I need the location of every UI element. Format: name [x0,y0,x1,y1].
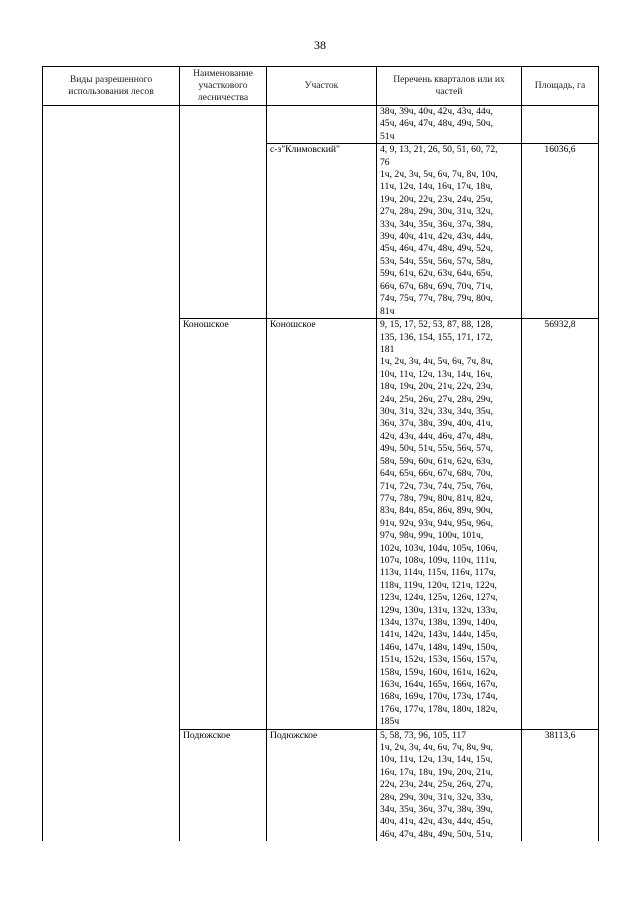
quarters-text: 5, 58, 73, 96, 105, 117 1ч, 2ч, 3ч, 4ч, 6ч, 7ч, 8ч, 9ч, 10ч, 11ч, 12ч, 13ч, 14ч, 15ч, 16ч, 17ч, 18ч, 19ч, 20ч, 21ч, 22ч, 23ч, 24ч, 25ч, 26ч, 27ч, 28ч, 29ч, 30ч, 31ч, 32ч, 33ч, 34ч, 35ч, 36ч, 37ч, 38ч, 39ч, 40ч, 41ч, 42ч, 43ч, 44ч, 45ч, 46ч, 47ч, 48ч, 49ч, 50ч, 51ч, [380,729,493,840]
area-cell: 38113,6 [522,729,599,841]
area-cell: 56932,8 [522,319,599,729]
area-cell [522,106,599,144]
site-cell [267,106,377,144]
site-cell: Подюжское [267,729,377,841]
header-area: Площадь, га [522,67,599,106]
forestry-cell [180,106,267,319]
table-row [43,106,599,144]
forest-use-table [42,66,599,841]
header-site: Участок [267,67,377,106]
header-use-type: Виды разрешенного использования лесов [43,67,180,106]
area-cell: 16036,6 [522,144,599,319]
site-cell: Коношское [267,319,377,729]
quarters-cell [377,106,522,144]
quarters-text: 4, 9, 13, 21, 26, 50, 51, 60, 72, 76 1ч, 2ч, 3ч, 5ч, 6ч, 7ч, 8ч, 10ч, 11ч, 12ч, 14ч, 16ч, 17ч, 18ч, 19ч, 20ч, 22ч, 23ч, 24ч, 25ч, 27ч, 28ч, 29ч, 30ч, 31ч, 32ч, 33ч, 34ч, 35ч, 36ч, 37ч, 38ч, 39ч, 40ч, 41ч, 42ч, 43ч, 44ч, 45ч, 46ч, 47ч, 48ч, 49ч, 52ч, 53ч, 54ч, 55ч, 56ч, 57ч, 58ч, 59ч, 61ч, 62ч, 63ч, 64ч, 65ч, 66ч, 67ч, 68ч, 69ч, 70ч, 71ч, 74ч, 75ч, 77ч, 78ч, 79ч, 80ч, 81ч [380,144,498,317]
forestry-cell: Коношское [180,319,267,729]
page-number: 38 [314,38,326,52]
quarters-cell [377,319,522,729]
table-header-row [43,67,599,106]
use-type-cell [43,106,180,842]
quarters-cell [377,144,522,319]
header-forestry: Наименование участкового лесничества [180,67,267,106]
quarters-text: 38ч, 39ч, 40ч, 42ч, 43ч, 44ч, 45ч, 46ч, 47ч, 48ч, 49ч, 50ч, 51ч [380,106,493,142]
site-cell: с-з"Климовский" [267,144,377,319]
quarters-text: 9, 15, 17, 52, 53, 87, 88, 128, 135, 136, 154, 155, 171, 172, 181 1ч, 2ч, 3ч, 4ч, 5ч, 6ч, 7ч, 8ч, 10ч, 11ч, 12ч, 13ч, 14ч, 16ч, 18ч, 19ч, 20ч, 21ч, 22ч, 23ч, 24ч, 25ч, 26ч, 27ч, 28ч, 29ч, 30ч, 31ч, 32ч, 33ч, 34ч, 35ч, 36ч, 37ч, 38ч, 39ч, 40ч, 41ч, 42ч, 43ч, 44ч, 46ч, 47ч, 48ч, 49ч, 50ч, 51ч, 55ч, 56ч, 57ч, 58ч, 59ч, 60ч, 61ч, 62ч, 63ч, 64ч, 65ч, 66ч, 67ч, 68ч, 70ч, 71ч, 72ч, 73ч, 74ч, 75ч, 76ч, 77ч, 78ч, 79ч, 80ч, 81ч, 82ч, 83ч, 84ч, 85ч, 86ч, 89ч, 90ч, 91ч, 92ч, 93ч, 94ч, 95ч, 96ч, 97ч, 98ч, 99ч, 100ч, 101ч, 102ч, 103ч, 104ч, 105ч, 106ч, 107ч, 108ч, 109ч, 110ч, 111ч, 113ч, 114ч, 115ч, 116ч, 117ч, 118ч, 119ч, 120ч, 121ч, 122ч, 123ч, 124ч, 125ч, 126ч, 127ч, 129ч, 130ч, 131ч, 132ч, 133ч, 134ч, 137ч, 138ч, 139ч, 140ч, 141ч, 142ч, 143ч, 144ч, 145ч, 146ч, 147ч, 148ч, 149ч, 150ч, 151ч, 152ч, 153ч, 156ч, 157ч, 158ч, 159ч, 160ч, 161ч, 162ч, 163ч, 164ч, 165ч, 166ч, 167ч, 168ч, 169ч, 170ч, 173ч, 174ч, 176ч, 177ч, 178ч, 180ч, 182ч, 185ч [380,319,498,728]
forestry-cell: Подюжское [180,729,267,841]
quarters-cell [377,729,522,841]
header-quarters: Перечень кварталов или их частей [377,67,522,106]
